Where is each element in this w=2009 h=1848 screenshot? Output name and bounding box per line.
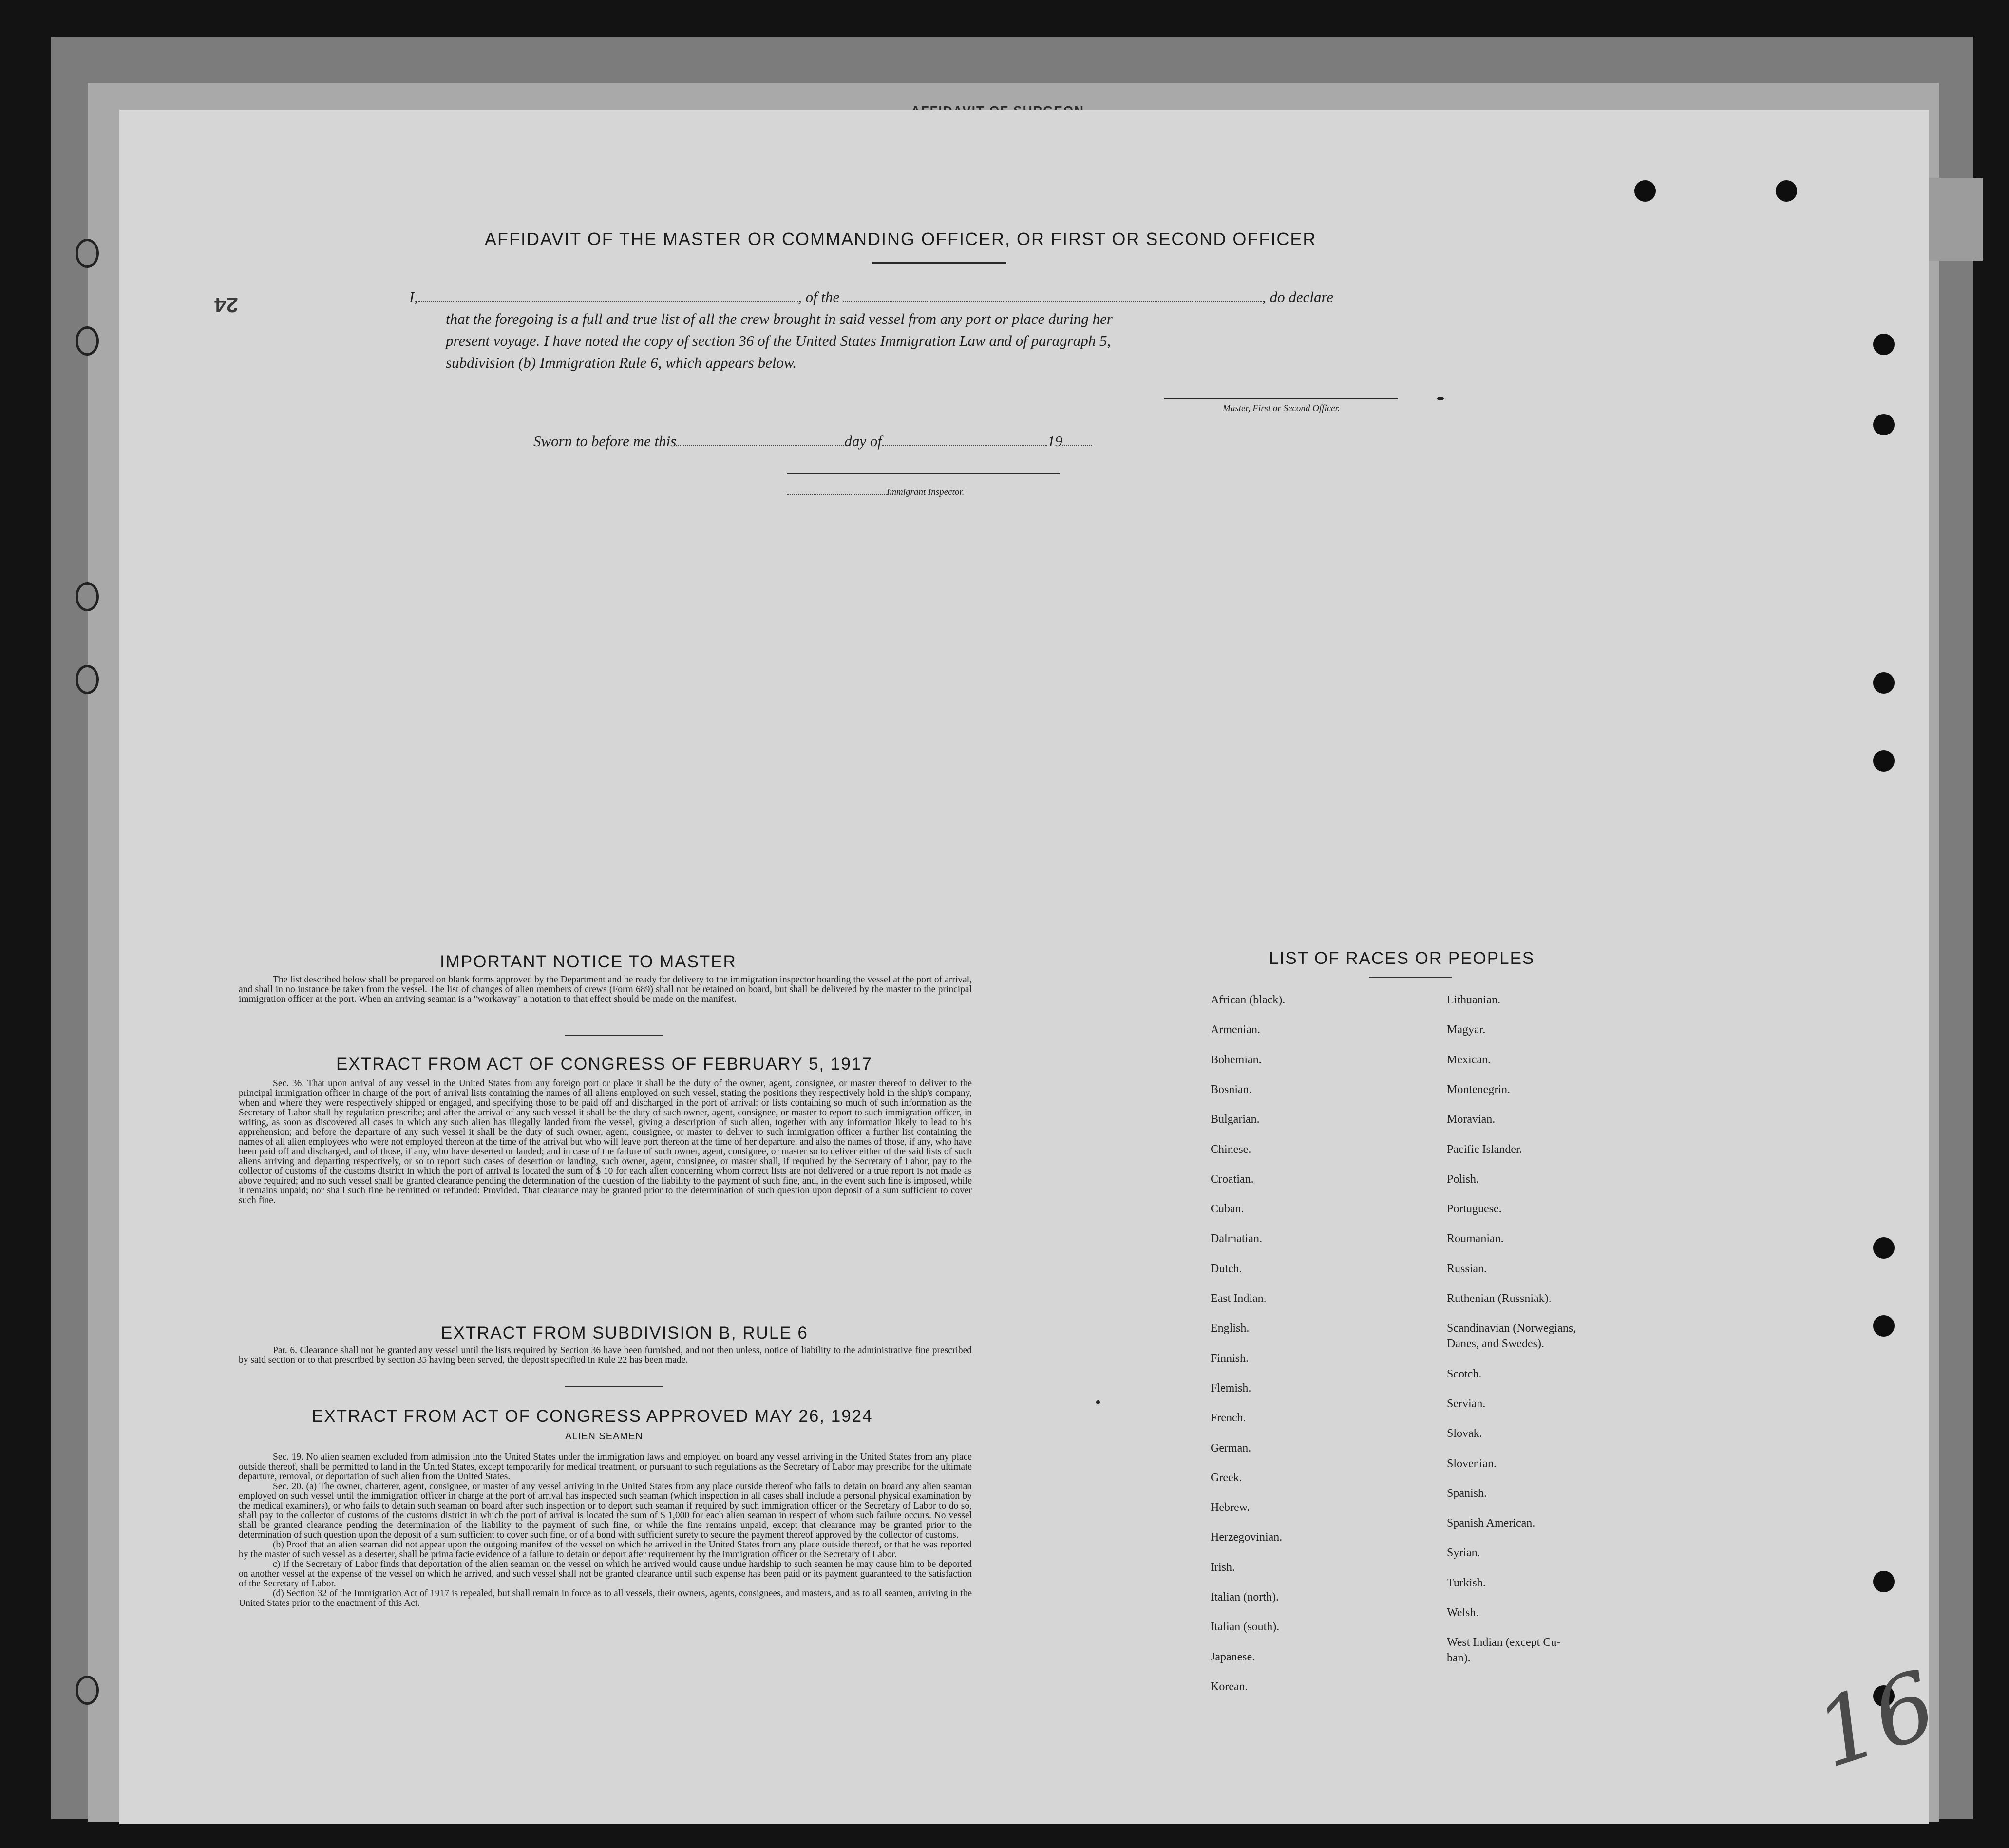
signature-label: Master, First or Second Officer. bbox=[1223, 403, 1340, 414]
binder-ring bbox=[76, 1676, 99, 1705]
sworn-month-blank[interactable] bbox=[882, 433, 1047, 446]
ink-speck bbox=[1437, 397, 1444, 400]
race-item: Lithuanian. bbox=[1447, 994, 1500, 1006]
handwritten-number: 16 bbox=[1803, 1650, 1949, 1789]
punch-hole bbox=[1873, 1237, 1895, 1259]
punch-hole bbox=[1776, 180, 1797, 202]
section-divider bbox=[565, 1035, 663, 1036]
extract-1917-text bbox=[239, 1079, 972, 1206]
affidavit-do-declare: , do declare bbox=[1262, 288, 1334, 305]
punch-hole bbox=[1873, 1571, 1895, 1592]
race-item: Bohemian. bbox=[1211, 1053, 1262, 1066]
ink-speck bbox=[1096, 1400, 1100, 1404]
affidavit-i-prefix: I, bbox=[409, 288, 418, 305]
race-item: Armenian. bbox=[1211, 1023, 1260, 1037]
notice-title: IMPORTANT NOTICE TO MASTER bbox=[440, 952, 737, 971]
race-item: Dalmatian. bbox=[1211, 1232, 1262, 1245]
vessel-blank[interactable] bbox=[843, 288, 1262, 302]
sworn-line bbox=[533, 433, 1092, 450]
race-item: Greek. bbox=[1211, 1471, 1242, 1484]
sworn-day-of: day of bbox=[844, 433, 882, 450]
race-item: Dutch. bbox=[1211, 1262, 1242, 1275]
inspector-blank[interactable] bbox=[787, 487, 887, 495]
rule6-title: EXTRACT FROM SUBDIVISION B, RULE 6 bbox=[441, 1323, 808, 1342]
race-item: Finnish. bbox=[1211, 1352, 1249, 1365]
race-item: Montenegrin. bbox=[1447, 1083, 1510, 1096]
race-item: Moravian. bbox=[1447, 1113, 1496, 1126]
race-item: Syrian. bbox=[1447, 1546, 1480, 1560]
race-item: Irish. bbox=[1211, 1561, 1235, 1574]
punch-hole bbox=[1873, 1315, 1895, 1337]
rule6-text bbox=[239, 1346, 972, 1365]
race-item: African (black). bbox=[1211, 994, 1286, 1006]
race-item: West Indian (except Cu- bbox=[1447, 1636, 1561, 1649]
race-item: Russian. bbox=[1447, 1262, 1487, 1275]
race-item: Scandinavian (Norwegians, bbox=[1447, 1322, 1576, 1335]
race-item: Slovenian. bbox=[1447, 1457, 1497, 1470]
affidavit-line-3: present voyage. I have noted the copy of section 36 of the United States Immigration Law and of paragraph 5, bbox=[446, 332, 1111, 349]
punch-hole bbox=[1873, 672, 1895, 694]
extract-1924-paragraph-2: Sec. 20. (a) The owner, charterer, agent, consignee, or master of any vessel arriving in the United States from any place outside thereof who fails to detain on board any alien seaman employed on such vessel until the immigration officer in charge at the port of arrival has inspected such seaman (which inspection in all cases shall include a personal physical examination by the medical examiners), or who fails to detain such seaman on board after such inspection or to deport such seaman if required by such immigration officer or the Secretary of Labor to do so, shall pay to the collector of customs of the customs district in which the port of arrival is located the sum of $ 1,000 for each alien seaman in respect of whom such failure occurs. No vessel shall be granted clearance pending the determination of the liability to the payment of such fine, or while the fine remains unpaid, except that clearance may be granted prior to the determination of such question upon the deposit of a sum sufficient to cover such fine, or of a bond with sufficient surety to secure the payment thereof approved by the collector of customs. bbox=[239, 1481, 972, 1540]
race-item: Korean. bbox=[1211, 1680, 1248, 1693]
binder-ring bbox=[76, 582, 99, 611]
sworn-prefix: Sworn to before me this bbox=[533, 433, 677, 450]
race-item: Chinese. bbox=[1211, 1143, 1251, 1156]
affidavit-line-4: subdivision (b) Immigration Rule 6, which appears below. bbox=[446, 354, 797, 371]
binder-ring bbox=[76, 239, 99, 268]
race-item: Cuban. bbox=[1211, 1203, 1244, 1216]
race-item: Portuguese. bbox=[1447, 1203, 1502, 1216]
race-item: Mexican. bbox=[1447, 1053, 1491, 1066]
race-item: Polish. bbox=[1447, 1172, 1479, 1186]
race-item: Croatian. bbox=[1211, 1172, 1254, 1186]
race-item: Italian (north). bbox=[1211, 1591, 1279, 1603]
race-item: German. bbox=[1211, 1441, 1251, 1454]
punch-hole bbox=[1634, 180, 1656, 202]
extract-1924-paragraph-3: (b) Proof that an alien seaman did not appear upon the outgoing manifest of the vessel on which he arrived in the United States from any place outside thereof, or that he was reported by the master of such vessel as a deserter, shall be prima facie evidence of a failure to detain or deport after requirement by the immigration officer or the Secretary of Labor. bbox=[239, 1540, 972, 1560]
extract-1924-text bbox=[239, 1452, 972, 1608]
race-item: Spanish. bbox=[1447, 1487, 1487, 1500]
sworn-day-blank[interactable] bbox=[676, 433, 844, 446]
extract-1924-title: EXTRACT FROM ACT OF CONGRESS APPROVED MAY 26, 1924 bbox=[312, 1407, 873, 1426]
race-item: Japanese. bbox=[1211, 1650, 1255, 1663]
inspector-label: Immigrant Inspector. bbox=[887, 487, 965, 497]
punch-hole bbox=[1873, 750, 1895, 772]
affidavit-title: AFFIDAVIT OF THE MASTER OR COMMANDING OFFICER, OR FIRST OR SECOND OFFICER bbox=[485, 229, 1317, 249]
extract-1924-subtitle: ALIEN SEAMEN bbox=[565, 1431, 643, 1442]
race-item: ban). bbox=[1447, 1652, 1471, 1665]
section-divider bbox=[565, 1386, 663, 1387]
binder-ring bbox=[76, 665, 99, 694]
sworn-year-prefix: 19 bbox=[1047, 433, 1062, 450]
inspector-label-row bbox=[787, 487, 964, 498]
inspector-signature-line[interactable] bbox=[787, 473, 1060, 474]
race-item: Bosnian. bbox=[1211, 1083, 1252, 1096]
race-item: Italian (south). bbox=[1211, 1621, 1280, 1634]
race-item: Welsh. bbox=[1447, 1606, 1479, 1619]
sworn-year-blank[interactable] bbox=[1062, 433, 1092, 446]
race-item: Magyar. bbox=[1447, 1023, 1486, 1037]
notice-paragraph: The list described below shall be prepared on blank forms approved by the Department and be ready for delivery to the immigration inspector boarding the vessel at the port of arrival, and shall in no instance be taken from the vessel. The list of changes of alien members of crews (Form 689) shall not be retained on board, but shall be delivered by the master to the principal immigration officer at the port. When an arriving seaman is a "workaway" a notation to that effect should be made on the manifest. bbox=[239, 975, 972, 1004]
race-item: Spanish American. bbox=[1447, 1517, 1535, 1530]
notice-text bbox=[239, 975, 972, 1004]
affidavit-line-1 bbox=[409, 288, 1333, 306]
race-item: East Indian. bbox=[1211, 1292, 1267, 1305]
race-item: Scotch. bbox=[1447, 1367, 1482, 1380]
race-item: Ruthenian (Russniak). bbox=[1447, 1292, 1552, 1305]
title-underline bbox=[872, 262, 1006, 264]
race-item: Roumanian. bbox=[1447, 1232, 1504, 1245]
races-title-underline bbox=[1369, 977, 1452, 978]
race-item: Bulgarian. bbox=[1211, 1113, 1260, 1126]
race-item: Hebrew. bbox=[1211, 1501, 1250, 1514]
name-blank[interactable] bbox=[418, 288, 798, 302]
extract-1924-paragraph-1: Sec. 19. No alien seamen excluded from admission into the United States under the immigration laws and employed on board any vessel arriving in the United States from any place outside thereof, shall be permitted to land in the United States, except temporarily for medical treatment, or pursuant to such regulations as the Secretary of Labor may prescribe for the ultimate departure, removal, or deportation of such alien from the United States. bbox=[239, 1452, 972, 1482]
race-item: Servian. bbox=[1447, 1397, 1486, 1410]
extract-1924-paragraph-5: (d) Section 32 of the Immigration Act of 1917 is repealed, but shall remain in force as to all vessels, their owners, agents, consignees, and masters, and as to all seamen, arriving in the United States prior to the enactment of this Act. bbox=[239, 1588, 972, 1608]
race-item: Danes, and Swedes). bbox=[1447, 1338, 1544, 1351]
punch-hole bbox=[1873, 414, 1895, 435]
race-item: Herzegovinian. bbox=[1211, 1531, 1283, 1544]
race-item: English. bbox=[1211, 1322, 1250, 1335]
race-item: Pacific Islander. bbox=[1447, 1143, 1522, 1156]
race-item: Turkish. bbox=[1447, 1576, 1486, 1589]
extract-1917-title: EXTRACT FROM ACT OF CONGRESS OF FEBRUARY 5, 1917 bbox=[336, 1055, 872, 1074]
extract-1924-paragraph-4: c) If the Secretary of Labor finds that deportation of the alien seaman on the vessel on which he arrived would cause undue hardship to such seamen he may cause him to be deported on another vessel at the expense of the vessel on which he arrived, and such vessel shall not be granted clearance until such expense has been paid or its payment guaranteed to the satisfaction of the Secretary of Labor. bbox=[239, 1559, 972, 1589]
binder-ring bbox=[76, 326, 99, 356]
rule6-paragraph: Par. 6. Clearance shall not be granted any vessel until the lists required by Section 36 have been furnished, and not then unless, notice of liability to the administrative fine prescribed by said section or to that prescribed by section 35 having been served, the deposit specified in Rule 22 has been made. bbox=[239, 1345, 972, 1365]
race-item: Flemish. bbox=[1211, 1381, 1251, 1395]
affidavit-line-2: that the foregoing is a full and true list of all the crew brought in said vessel from any port or place during her bbox=[446, 310, 1113, 327]
punch-hole bbox=[1873, 334, 1895, 355]
extract-1917-paragraph: Sec. 36. That upon arrival of any vessel in the United States from any foreign port or place it shall be the duty of the owner, agent, consignee, or master thereof to deliver to the principal immigration officer in charge of the port of arrival lists containing the names of all aliens employed on such vessel, stating the positions they respectively hold in the ship's company, when and where they were respectively shipped or engaged, and specifying those to be paid off and discharged in the port of arrival: or lists containing so much of such information as the Secretary of Labor shall by regulation prescribe; and after the arrival of any such vessel it shall be the duty of such owner, agent, consignee, or master to report to such immigration officer, in writing, as soon as discovered all cases in which any such alien has illegally landed from the vessel, giving a description of such alien, together with any information likely to lead to his apprehension; and before the departure of any such vessel it shall be the duty of such owner, agent, consignee, or master to deliver to such immigration officer a further list containing the names of all alien employees who were not employed thereon at the time of the arrival but who will leave port thereon at the time of her departure, and also the names of those, if any, who have been paid off and discharged, and of those, if any, who have deserted or landed; and in case of the failure of such owner, agent, consignee, or master so to deliver either of the said lists of such aliens arriving and departing respectively, or so to report such cases of desertion or landing, such owner, agent, consignee, or master shall, if required by the Secretary of Labor, pay to the collector of customs of the customs district in which the port of arrival is located the sum of $ 10 for each alien concerning whom correct lists are not delivered or a true report is not made as above required; and no such vessel shall be granted clearance pending the determination of the question of the liability to the payment of such fine, and, in the event such fine is imposed, while it remains unpaid; nor shall such fine be remitted or refunded: Provided. That clearance may be granted prior to the determination of such question upon deposit of a sum sufficient to cover such fine. bbox=[239, 1078, 972, 1206]
stamp-number: 24 bbox=[214, 293, 238, 317]
race-item: French. bbox=[1211, 1412, 1246, 1425]
signature-line[interactable] bbox=[1164, 398, 1398, 399]
race-item: Slovak. bbox=[1447, 1427, 1482, 1440]
affidavit-of-the: , of the bbox=[798, 288, 840, 305]
races-title: LIST OF RACES OR PEOPLES bbox=[1269, 949, 1535, 968]
